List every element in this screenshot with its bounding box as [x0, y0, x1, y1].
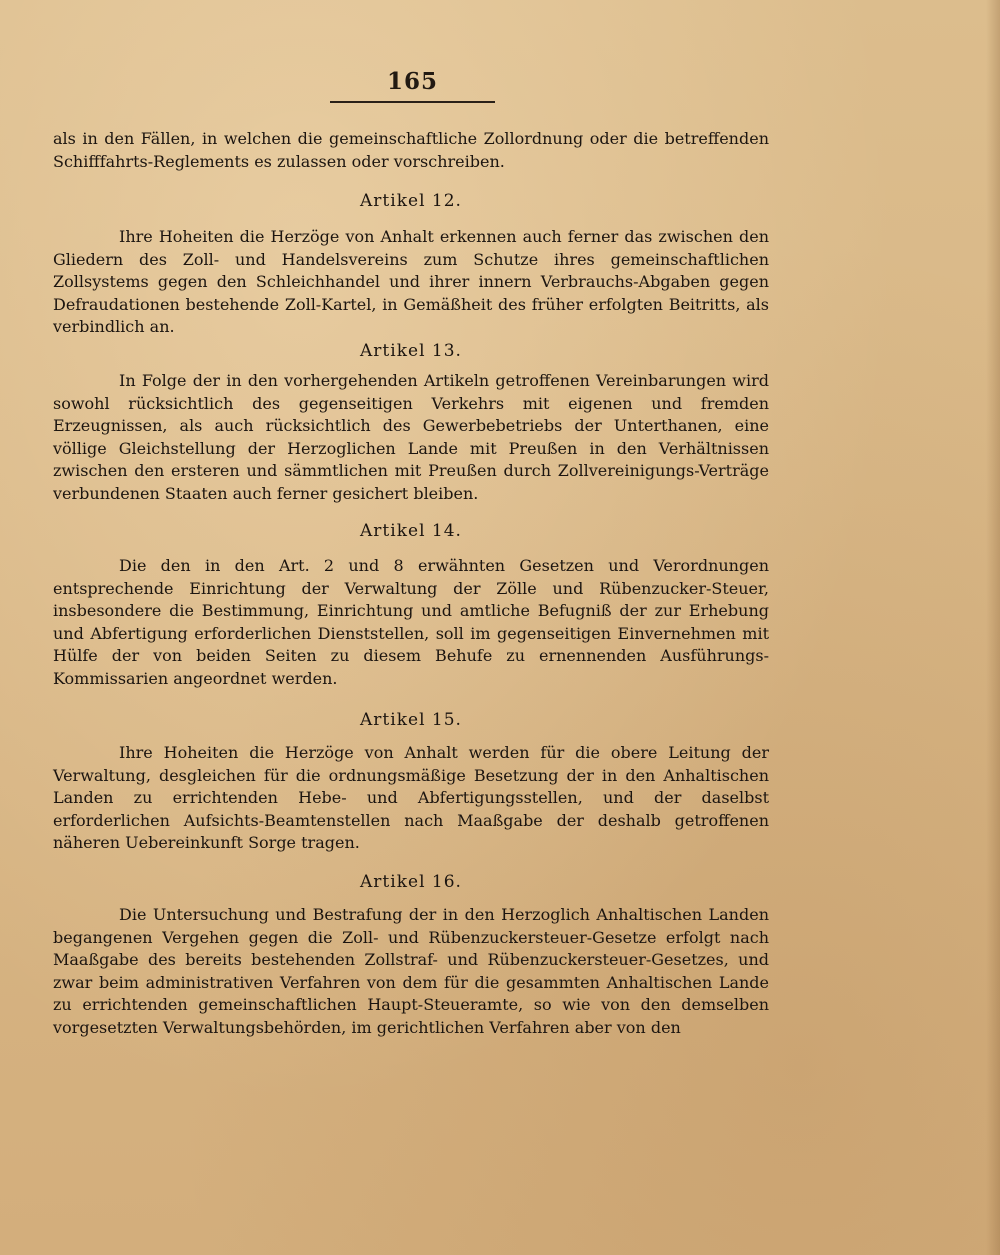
page-edge-shadow	[986, 0, 1000, 1255]
article-16-heading: Artikel 16.	[360, 872, 462, 892]
header-rule	[330, 101, 495, 103]
page-number: 165	[386, 68, 438, 95]
article-16-text: Die Untersuchung und Bestrafung der in den Herzoglich Anhaltischen Landen begangenen Vergehen gegen die Zoll- und Rübenzuckersteuer-Gesetze erfolgt nach Maaßgabe des bereits bestehenden Zollstraf- und Rübenzuckersteuer-Gesetzes, und zwar beim administrativen Verfahren von dem für die gesammten Anhaltischen Lande zu errichtenden gemeinschaftlichen Haupt-Steueramte, so wie von den demselben vorgesetzten Verwaltungsbehörden, im gerichtlichen Verfahren aber von den	[53, 905, 769, 1037]
article-15-text: Ihre Hoheiten die Herzöge von Anhalt werden für die obere Leitung der Verwaltung, desgleichen für die ordnungsmäßige Besetzung der in den Anhaltischen Landen zu errichtenden Hebe- und Abfertigungsstellen, und der daselbst erforderlichen Aufsichts-Beamtenstellen nach Maaßgabe der deshalb getroffenen näheren Uebereinkunft Sorge tragen.	[53, 743, 769, 852]
article-12-text: Ihre Hoheiten die Herzöge von Anhalt erkennen auch ferner das zwischen den Gliedern des Zoll- und Handelsvereins zum Schutze ihres gemeinschaftlichen Zollsystems gegen den Schleichhandel und ihrer innern Verbrauchs-Abgaben gegen Defraudationen bestehende Zoll-Kartel, in Gemäßheit des früher erfolgten Beitritts, als verbindlich an.	[53, 227, 769, 336]
article-15-heading: Artikel 15.	[360, 710, 462, 730]
article-12-heading: Artikel 12.	[360, 191, 462, 211]
continuation-paragraph: als in den Fällen, in welchen die gemeinschaftliche Zollordnung oder die betreffenden Schifffahrts-Reglements es zulassen oder vorschreiben.	[53, 129, 769, 171]
article-14-text: Die den in den Art. 2 und 8 erwähnten Gesetzen und Verordnungen entsprechende Einrichtung der Verwaltung der Zölle und Rübenzucker-Steuer, insbesondere die Bestimmung, Einrichtung und amtliche Befugniß der zur Erhebung und Abfertigung erforderlichen Dienststellen, soll im gegenseitigen Einvernehmen mit Hülfe der von beiden Seiten zu diesem Behufe zu ernennenden Ausführungs-Kommissarien angeordnet werden.	[53, 556, 769, 688]
article-13-text: In Folge der in den vorhergehenden Artikeln getroffenen Vereinbarungen wird sowohl rücksichtlich des gegenseitigen Verkehrs mit eigenen und fremden Erzeugnissen, als auch rücksichtlich des Gewerbebetriebs der Unterthanen, eine völlige Gleichstellung der Herzoglichen Lande mit Preußen in den Verhältnissen zwischen den ersteren und sämmtlichen mit Preußen durch Zollvereinigungs-Verträge verbundenen Staaten auch ferner gesichert bleiben.	[53, 371, 769, 503]
article-13-heading: Artikel 13.	[360, 341, 462, 361]
article-14-heading: Artikel 14.	[360, 521, 462, 541]
